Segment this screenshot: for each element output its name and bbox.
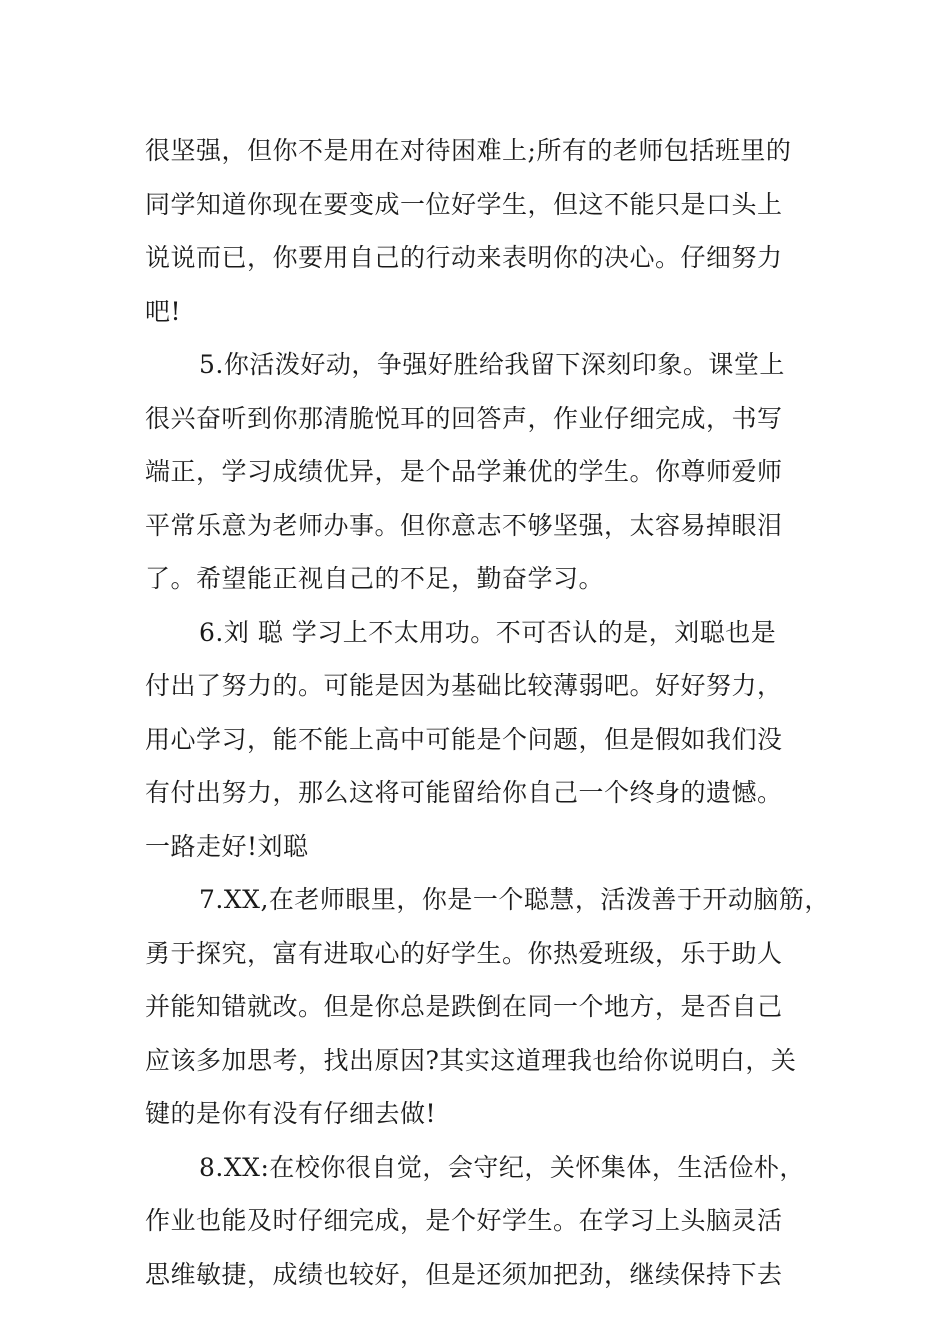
text-line: 付出了努力的。可能是因为基础比较薄弱吧。好好努力， — [145, 671, 783, 700]
text-line: 平常乐意为老师办事。但你意志不够坚强，太容易掉眼泪 — [145, 510, 783, 540]
text-line: 同学知道你现在要变成一位好学生，但这不能只是口头上 — [145, 189, 783, 219]
paragraph-5-start: 5.你活泼好动，争强好胜给我留下深刻印象。课堂上 — [199, 350, 785, 379]
text-line: 很坚强，但你不是用在对待困难上;所有的老师包括班里的 — [145, 136, 792, 165]
paragraph-8-start: 8.XX:在校你很自觉，会守纪，关怀集体，生活俭朴， — [199, 1152, 805, 1182]
paragraph-6-start: 6.刘 聪 学习上不太用功。不可否认的是，刘聪也是 — [199, 617, 777, 647]
document-body — [145, 128, 845, 1305]
text-line: 很兴奋听到你那清脆悦耳的回答声，作业仔细完成，书写 — [145, 403, 783, 433]
text-line: 吧! — [145, 296, 182, 326]
text-line: 有付出努力，那么这将可能留给你自己一个终身的遗憾。 — [145, 778, 783, 807]
text-line: 了。希望能正视自己的不足，勤奋学习。 — [145, 564, 605, 593]
text-line: 说说而已，你要用自己的行动来表明你的决心。仔细努力 — [145, 243, 783, 272]
text-line: 键的是你有没有仔细去做! — [145, 1099, 437, 1128]
text-line: 用心学习，能不能上高中可能是个问题，但是假如我们没 — [145, 724, 783, 754]
paragraph-7-start: 7.XX,在老师眼里，你是一个聪慧，活泼善于开动脑筋， — [199, 885, 830, 914]
text-line: 应该多加思考，找出原因?其实这道理我也给你说明白，关 — [145, 1045, 797, 1075]
text-line: 勇于探究，富有进取心的好学生。你热爱班级，乐于助人 — [145, 938, 783, 968]
text-line: 思维敏捷，成绩也较好，但是还须加把劲，继续保持下去 — [145, 1259, 783, 1289]
text-line: 并能知错就改。但是你总是跌倒在同一个地方，是否自己 — [145, 992, 783, 1021]
text-line: 一路走好!刘聪 — [145, 831, 309, 861]
text-line: 端正，学习成绩优异，是个品学兼优的学生。你尊师爱师 — [145, 457, 783, 486]
text-line: 作业也能及时仔细完成，是个好学生。在学习上头脑灵活 — [145, 1206, 783, 1235]
